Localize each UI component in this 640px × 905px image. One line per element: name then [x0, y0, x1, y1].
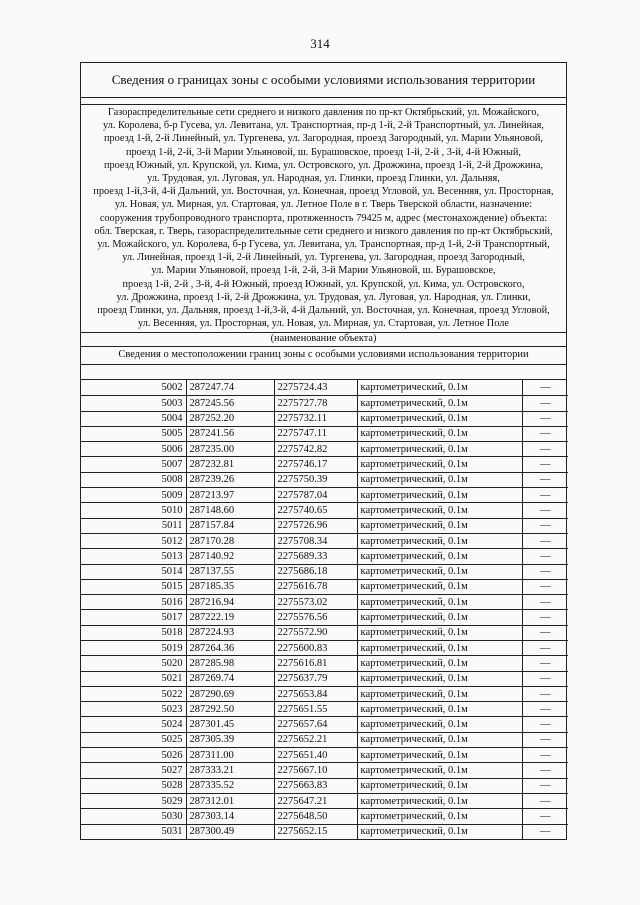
table-row [81, 564, 568, 579]
y-coordinate-cell: 2275689.33 [274, 549, 357, 564]
table-row [81, 610, 568, 625]
y-coordinate-cell: 2275637.79 [274, 671, 357, 686]
y-coordinate-cell: 2275652.21 [274, 732, 357, 747]
y-coordinate-cell: 2275787.04 [274, 488, 357, 503]
error-cell: — [522, 732, 568, 747]
error-cell: — [522, 824, 568, 839]
x-coordinate-cell: 287232.81 [186, 457, 274, 472]
y-coordinate-cell: 2275572.90 [274, 625, 357, 640]
boundary-points-body [81, 380, 568, 839]
x-coordinate-cell: 287148.60 [186, 503, 274, 518]
point-number-cell: 5007 [81, 457, 186, 472]
method-cell: картометрический, 0.1м [357, 824, 522, 839]
point-number-cell: 5025 [81, 732, 186, 747]
error-cell: — [522, 686, 568, 701]
method-cell: картометрический, 0.1м [357, 472, 522, 487]
point-number-cell: 5015 [81, 579, 186, 594]
table-row [81, 426, 568, 441]
x-coordinate-cell: 287335.52 [186, 778, 274, 793]
x-coordinate-cell: 287245.56 [186, 396, 274, 411]
table-row [81, 595, 568, 610]
error-cell: — [522, 625, 568, 640]
x-coordinate-cell: 287264.36 [186, 641, 274, 656]
method-cell: картометрический, 0.1м [357, 732, 522, 747]
y-coordinate-cell: 2275667.10 [274, 763, 357, 778]
error-cell: — [522, 549, 568, 564]
x-coordinate-cell: 287241.56 [186, 426, 274, 441]
table-header-gap [81, 365, 566, 380]
table-row [81, 411, 568, 426]
table-row [81, 457, 568, 472]
boundary-points-table [81, 380, 568, 839]
point-number-cell: 5006 [81, 442, 186, 457]
error-cell: — [522, 595, 568, 610]
y-coordinate-cell: 2275663.83 [274, 778, 357, 793]
table-row [81, 686, 568, 701]
error-cell: — [522, 809, 568, 824]
method-cell: картометрический, 0.1м [357, 702, 522, 717]
point-number-cell: 5002 [81, 380, 186, 395]
method-cell: картометрический, 0.1м [357, 503, 522, 518]
y-coordinate-cell: 2275727.78 [274, 396, 357, 411]
error-cell: — [522, 579, 568, 594]
x-coordinate-cell: 287239.26 [186, 472, 274, 487]
method-cell: картометрический, 0.1м [357, 380, 522, 395]
method-cell: картометрический, 0.1м [357, 809, 522, 824]
method-cell: картометрический, 0.1м [357, 778, 522, 793]
method-cell: картометрический, 0.1м [357, 717, 522, 732]
point-number-cell: 5021 [81, 671, 186, 686]
point-number-cell: 5018 [81, 625, 186, 640]
table-row [81, 732, 568, 747]
table-row [81, 809, 568, 824]
error-cell: — [522, 396, 568, 411]
x-coordinate-cell: 287213.97 [186, 488, 274, 503]
method-cell: картометрический, 0.1м [357, 625, 522, 640]
method-cell: картометрический, 0.1м [357, 763, 522, 778]
y-coordinate-cell: 2275576.56 [274, 610, 357, 625]
method-cell: картометрический, 0.1м [357, 641, 522, 656]
method-cell: картометрический, 0.1м [357, 671, 522, 686]
x-coordinate-cell: 287247.74 [186, 380, 274, 395]
error-cell: — [522, 380, 568, 395]
error-cell: — [522, 763, 568, 778]
y-coordinate-cell: 2275652.15 [274, 824, 357, 839]
method-cell: картометрический, 0.1м [357, 595, 522, 610]
method-cell: картометрический, 0.1м [357, 426, 522, 441]
page-number: 314 [310, 36, 330, 51]
x-coordinate-cell: 287185.35 [186, 579, 274, 594]
table-row [81, 717, 568, 732]
table-row [81, 472, 568, 487]
error-cell: — [522, 488, 568, 503]
point-number-cell: 5019 [81, 641, 186, 656]
error-cell: — [522, 610, 568, 625]
y-coordinate-cell: 2275746.17 [274, 457, 357, 472]
error-cell: — [522, 411, 568, 426]
error-cell: — [522, 457, 568, 472]
point-number-cell: 5014 [81, 564, 186, 579]
x-coordinate-cell: 287305.39 [186, 732, 274, 747]
point-number-cell: 5029 [81, 793, 186, 808]
y-coordinate-cell: 2275686.18 [274, 564, 357, 579]
y-coordinate-cell: 2275657.64 [274, 717, 357, 732]
point-number-cell: 5003 [81, 396, 186, 411]
table-row [81, 702, 568, 717]
y-coordinate-cell: 2275616.78 [274, 579, 357, 594]
y-coordinate-cell: 2275740.65 [274, 503, 357, 518]
y-coordinate-cell: 2275747.11 [274, 426, 357, 441]
error-cell: — [522, 671, 568, 686]
table-row [81, 488, 568, 503]
method-cell: картометрический, 0.1м [357, 533, 522, 548]
method-cell: картометрический, 0.1м [357, 549, 522, 564]
x-coordinate-cell: 287140.92 [186, 549, 274, 564]
point-number-cell: 5004 [81, 411, 186, 426]
y-coordinate-cell: 2275708.34 [274, 533, 357, 548]
point-number-cell: 5022 [81, 686, 186, 701]
error-cell: — [522, 503, 568, 518]
error-cell: — [522, 717, 568, 732]
y-coordinate-cell: 2275600.83 [274, 641, 357, 656]
x-coordinate-cell: 287137.55 [186, 564, 274, 579]
method-cell: картометрический, 0.1м [357, 396, 522, 411]
error-cell: — [522, 442, 568, 457]
y-coordinate-cell: 2275726.96 [274, 518, 357, 533]
point-number-cell: 5027 [81, 763, 186, 778]
point-number-cell: 5012 [81, 533, 186, 548]
table-row [81, 625, 568, 640]
method-cell: картометрический, 0.1м [357, 564, 522, 579]
location-section-title: Сведения о местоположении границ зоны с особыми условиями использования территории [81, 347, 566, 365]
object-description: Газораспределительные сети среднего и низкого давления по пр-кт Октябрьский, ул. Можайского, ул. Королева, б-р Гусева, ул. Левитана, ул. Транспортная, пр-д 1-й, 2-й Транспортный, ул. Линейная, проезд 1-й, 2-й Линейный, ул. Тургенева, ул. Загородная, проезд Загородный, ул. Марии Ульяновой, проезд 1-й, 2-й, 3-й Марии Ульяновой, ш. Бурашовское, проезд 1-й, 2-й , 3-й, 4-й Южный, проезд Южный, ул. Крупской, ул. Кима, ул. Островского, ул. Дрожжина, проезд 1-й, 2-й Дрожжина, ул. Трудовая, ул. Луговая, ул. Народная, ул. Глинки, проезд Глинки, ул. Дальняя, проезд 1-й,3-й, 4-й Дальний, ул. Восточная, ул. Конечная, проезд Угловой, ул. Весенняя, ул. Просторная, ул. Новая, ул. Мирная, ул. Стартовая, ул. Летное Поле в г. Тверь Тверской области, назначение: сооружения трубопроводного транспорта, протяженность 79425 м, адрес (местонахождение) объекта: обл. Тверская, г. Тверь, газораспределительные сети среднего и низкого давления по пр-кт Октябрьский, ул. Можайского, ул. Королева, б-р Гусева, ул. Левитана, ул. Транспортная, пр-д 1-й, 2-й Транспортный, ул. Линейная, проезд 1-й, 2-й Линейный, ул. Тургенева, ул. Загородная, проезд Загородный, ул. Марии Ульяновой, проезд 1-й, 2-й, 3-й Марии Ульяновой, ш. Бурашовское, проезд 1-й, 2-й , 3-й, 4-й Южный, проезд Южный, ул. Крупской, ул. Кима, ул. Островского, ул. Дрожжина, проезд 1-й, 2-й Дрожжина, ул. Трудовая, ул. Луговая, ул. Народная, ул. Глинки, проезд Глинки, ул. Дальняя, проезд 1-й,3-й, 4-й Дальний, ул. Восточная, ул. Конечная, проезд Угловой, ул. Весенняя, ул. Просторная, ул. Новая, ул. Мирная, ул. Стартовая, ул. Летное Поле [81, 105, 566, 333]
table-row [81, 396, 568, 411]
table-row [81, 442, 568, 457]
table-row [81, 503, 568, 518]
point-number-cell: 5023 [81, 702, 186, 717]
zone-boundary-document [80, 62, 567, 840]
table-row [81, 824, 568, 839]
table-row [81, 549, 568, 564]
header-divider [81, 98, 566, 105]
error-cell: — [522, 472, 568, 487]
point-number-cell: 5031 [81, 824, 186, 839]
x-coordinate-cell: 287300.49 [186, 824, 274, 839]
method-cell: картометрический, 0.1м [357, 748, 522, 763]
x-coordinate-cell: 287303.14 [186, 809, 274, 824]
point-number-cell: 5011 [81, 518, 186, 533]
point-number-cell: 5005 [81, 426, 186, 441]
y-coordinate-cell: 2275724.43 [274, 380, 357, 395]
table-row [81, 579, 568, 594]
point-number-cell: 5024 [81, 717, 186, 732]
error-cell: — [522, 641, 568, 656]
table-row [81, 641, 568, 656]
x-coordinate-cell: 287311.00 [186, 748, 274, 763]
method-cell: картометрический, 0.1м [357, 411, 522, 426]
table-row [81, 656, 568, 671]
x-coordinate-cell: 287170.28 [186, 533, 274, 548]
point-number-cell: 5008 [81, 472, 186, 487]
x-coordinate-cell: 287312.01 [186, 793, 274, 808]
point-number-cell: 5020 [81, 656, 186, 671]
method-cell: картометрический, 0.1м [357, 457, 522, 472]
method-cell: картометрический, 0.1м [357, 686, 522, 701]
error-cell: — [522, 793, 568, 808]
error-cell: — [522, 518, 568, 533]
x-coordinate-cell: 287301.45 [186, 717, 274, 732]
point-number-cell: 5026 [81, 748, 186, 763]
x-coordinate-cell: 287222.19 [186, 610, 274, 625]
point-number-cell: 5017 [81, 610, 186, 625]
x-coordinate-cell: 287235.00 [186, 442, 274, 457]
error-cell: — [522, 426, 568, 441]
x-coordinate-cell: 287157.84 [186, 518, 274, 533]
point-number-cell: 5030 [81, 809, 186, 824]
x-coordinate-cell: 287224.93 [186, 625, 274, 640]
point-number-cell: 5028 [81, 778, 186, 793]
table-row [81, 533, 568, 548]
x-coordinate-cell: 287269.74 [186, 671, 274, 686]
y-coordinate-cell: 2275573.02 [274, 595, 357, 610]
error-cell: — [522, 564, 568, 579]
method-cell: картометрический, 0.1м [357, 610, 522, 625]
table-row [81, 793, 568, 808]
object-caption: (наименование объекта) [81, 333, 566, 347]
error-cell: — [522, 533, 568, 548]
table-row [81, 518, 568, 533]
method-cell: картометрический, 0.1м [357, 656, 522, 671]
y-coordinate-cell: 2275653.84 [274, 686, 357, 701]
document-title: Сведения о границах зоны с особыми условиями использования территории [81, 63, 566, 98]
error-cell: — [522, 702, 568, 717]
y-coordinate-cell: 2275616.81 [274, 656, 357, 671]
x-coordinate-cell: 287216.94 [186, 595, 274, 610]
point-number-cell: 5016 [81, 595, 186, 610]
method-cell: картометрический, 0.1м [357, 488, 522, 503]
x-coordinate-cell: 287252.20 [186, 411, 274, 426]
y-coordinate-cell: 2275648.50 [274, 809, 357, 824]
x-coordinate-cell: 287285.98 [186, 656, 274, 671]
error-cell: — [522, 778, 568, 793]
table-row [81, 778, 568, 793]
y-coordinate-cell: 2275647.21 [274, 793, 357, 808]
method-cell: картометрический, 0.1м [357, 442, 522, 457]
y-coordinate-cell: 2275742.82 [274, 442, 357, 457]
point-number-cell: 5010 [81, 503, 186, 518]
table-row [81, 763, 568, 778]
table-row [81, 748, 568, 763]
x-coordinate-cell: 287333.21 [186, 763, 274, 778]
y-coordinate-cell: 2275732.11 [274, 411, 357, 426]
y-coordinate-cell: 2275651.55 [274, 702, 357, 717]
table-row [81, 380, 568, 395]
method-cell: картометрический, 0.1м [357, 579, 522, 594]
table-row [81, 671, 568, 686]
error-cell: — [522, 748, 568, 763]
method-cell: картометрический, 0.1м [357, 518, 522, 533]
x-coordinate-cell: 287292.50 [186, 702, 274, 717]
point-number-cell: 5009 [81, 488, 186, 503]
y-coordinate-cell: 2275651.40 [274, 748, 357, 763]
method-cell: картометрический, 0.1м [357, 793, 522, 808]
point-number-cell: 5013 [81, 549, 186, 564]
y-coordinate-cell: 2275750.39 [274, 472, 357, 487]
error-cell: — [522, 656, 568, 671]
x-coordinate-cell: 287290.69 [186, 686, 274, 701]
